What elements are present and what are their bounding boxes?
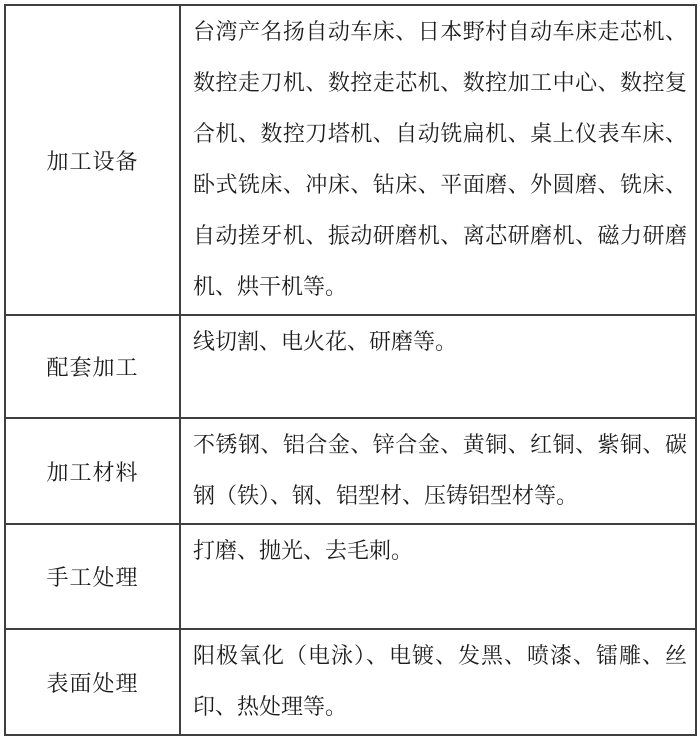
row-content: 不锈钢、铝合金、锌合金、黄铜、红铜、紫铜、碳钢（铁）、钢、铝型材、压铸铝型材等。 — [180, 418, 696, 524]
table-row — [5, 5, 696, 315]
row-label: 手工处理 — [5, 524, 180, 629]
process-capability-table — [4, 4, 697, 736]
table-row — [5, 629, 696, 735]
table-row — [5, 315, 696, 418]
row-label: 加工材料 — [5, 418, 180, 524]
row-content: 阳极氧化（电泳）、电镀、发黑、喷漆、镭雕、丝印、热处理等。 — [180, 629, 696, 735]
table-row — [5, 418, 696, 524]
row-content: 打磨、抛光、去毛刺。 — [180, 524, 696, 629]
row-label: 加工设备 — [5, 5, 180, 315]
table-row — [5, 524, 696, 629]
row-label: 表面处理 — [5, 629, 180, 735]
row-content: 线切割、电火花、研磨等。 — [180, 315, 696, 418]
document-page — [4, 4, 697, 736]
row-content: 台湾产名扬自动车床、日本野村自动车床走芯机、数控走刀机、数控走芯机、数控加工中心、数控复合机、数控刀塔机、自动铣扁机、桌上仪表车床、卧式铣床、冲床、钻床、平面磨、外圆磨、铣床、自动搓牙机、振动研磨机、离芯研磨机、磁力研磨机、烘干机等。 — [180, 5, 696, 315]
row-label: 配套加工 — [5, 315, 180, 418]
